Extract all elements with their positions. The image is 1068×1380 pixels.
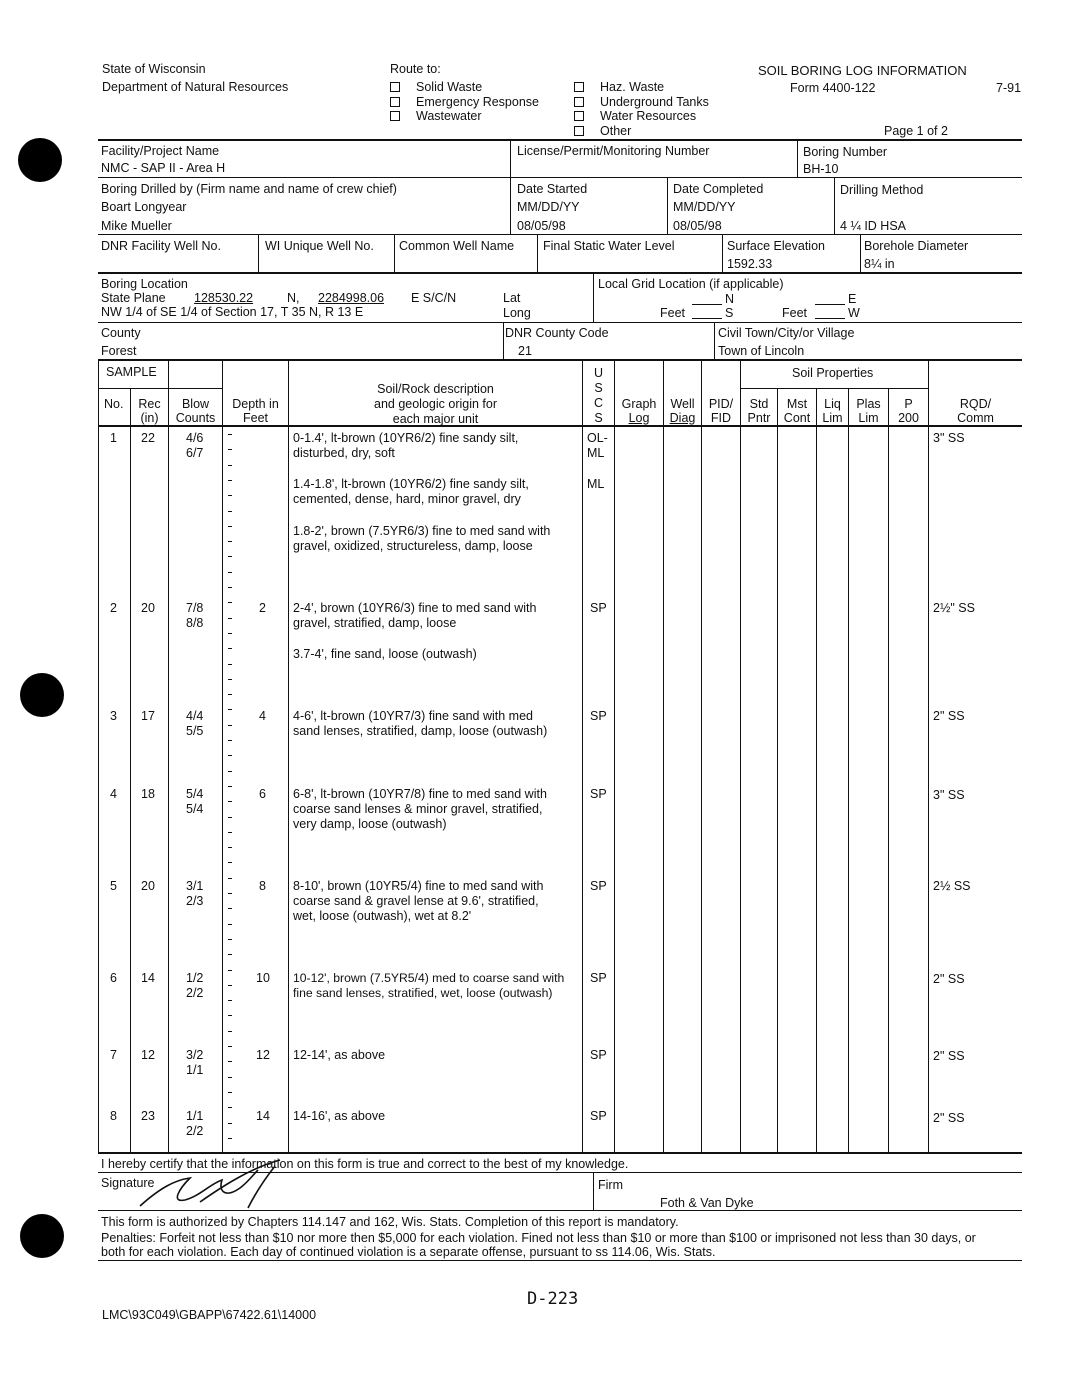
depth-tick	[228, 908, 232, 909]
sample-rec: 20	[141, 879, 155, 893]
sample-rec: 12	[141, 1048, 155, 1062]
license-label: License/Permit/Monitoring Number	[517, 144, 710, 158]
col-rec-header: Rec (in)	[138, 397, 161, 425]
facility-value: NMC - SAP II - Area H	[101, 161, 226, 175]
depth-tick	[228, 1077, 232, 1078]
sample-rqd: 2" SS	[933, 1049, 965, 1063]
description-block: 1.4-1.8', lt-brown (10YR6/2) fine sandy silt, cemented, dense, hard, minor gravel, dry	[293, 477, 529, 506]
state-plane-n: 128530.22	[194, 291, 254, 305]
sample-blow-1: 3/1	[186, 879, 204, 893]
uscs-code: SP	[590, 1048, 607, 1062]
grid-e: E	[848, 292, 857, 306]
checkbox-icon	[390, 82, 400, 92]
sample-blow-2: 2/3	[186, 894, 204, 908]
col-uscs-header: U S C S	[593, 366, 604, 425]
depth-tick	[228, 755, 232, 756]
depth-tick	[228, 1015, 232, 1016]
sample-blow-1: 4/6	[186, 431, 204, 445]
description-block: 3.7-4', fine sand, loose (outwash)	[293, 647, 477, 661]
form-title: SOIL BORING LOG INFORMATION	[758, 63, 967, 78]
esc-label: E S/C/N	[411, 291, 457, 305]
checkbox-icon	[574, 126, 584, 136]
depth-tick	[228, 878, 232, 879]
sample-rec: 23	[141, 1109, 155, 1123]
depth-tick	[228, 449, 232, 450]
sample-rqd: 2" SS	[933, 1111, 965, 1125]
description-block: 6-8', lt-brown (10YR7/8) fine to med sand with coarse sand lenses & minor gravel, stratified, very damp, loose (outwash)	[293, 787, 547, 831]
depth-tick	[228, 847, 232, 848]
sample-blow-2: 8/8	[186, 616, 204, 630]
col-depth-header: Depth in Feet	[232, 397, 279, 425]
col-well-header: Well Diag	[669, 397, 696, 425]
checkbox-icon	[574, 97, 584, 107]
description-block: 4-6', lt-brown (10YR7/3) fine sand with med sand lenses, stratified, damp, loose (outwash)	[293, 709, 548, 738]
col-rqd-header: RQD/ Comm	[957, 397, 994, 425]
handwritten-signature	[130, 1158, 300, 1218]
date-started-label: Date Started	[517, 182, 588, 196]
binder-hole-middle	[20, 673, 64, 717]
grid-n: N	[725, 292, 735, 306]
grid-s: S	[725, 306, 734, 320]
depth-tick	[228, 832, 232, 833]
depth-tick	[228, 465, 232, 466]
local-grid-label: Local Grid Location (if applicable)	[598, 277, 784, 291]
boring-number-label: Boring Number	[803, 145, 888, 159]
depth-tick	[228, 985, 232, 986]
agency-line-1: State of Wisconsin	[102, 62, 206, 76]
form-revision: 7-91	[996, 81, 1022, 95]
binder-hole-top	[18, 138, 62, 182]
col-mst-header: Mst Cont	[783, 397, 811, 425]
route-option[interactable]: Other	[574, 124, 631, 138]
depth-tick	[228, 786, 232, 787]
civil-town-label: Civil Town/City/or Village	[718, 326, 855, 340]
certification-statement: I hereby certify that the information on this form is true and correct to the best of my knowledge.	[101, 1157, 629, 1171]
depth-tick	[228, 1031, 232, 1032]
static-water-label: Final Static Water Level	[543, 239, 675, 253]
depth-tick	[228, 954, 232, 955]
description-block: 2-4', brown (10YR6/3) fine to med sand with gravel, stratified, damp, loose	[293, 601, 537, 630]
n-label: N,	[287, 291, 300, 305]
form-number: Form 4400-122	[790, 81, 876, 95]
grid-feet-1: Feet	[660, 306, 686, 320]
sample-no: 7	[110, 1048, 117, 1062]
boring-number-value: BH-10	[803, 162, 839, 176]
depth-tick	[228, 771, 232, 772]
binder-hole-bottom	[20, 1214, 64, 1258]
col-no-header: No.	[104, 397, 124, 411]
surface-elevation-label: Surface Elevation	[727, 239, 825, 253]
page-code: D-223	[527, 1289, 579, 1309]
firm-label: Firm	[598, 1178, 623, 1192]
date-completed-value: 08/05/98	[673, 219, 722, 233]
depth-tick	[228, 939, 232, 940]
route-option[interactable]: Haz. Waste	[574, 80, 664, 94]
sample-rec: 18	[141, 787, 155, 801]
uscs-code: SP	[590, 787, 607, 801]
depth-tick	[228, 648, 232, 649]
state-plane-e: 2284998.06	[318, 291, 385, 305]
uscs-code: SP	[590, 971, 607, 985]
depth-tick	[228, 1107, 232, 1108]
route-option[interactable]: Wastewater	[390, 109, 482, 123]
facility-label: Facility/Project Name	[101, 144, 220, 158]
col-pid-header: PID/ FID	[708, 397, 734, 425]
col-blow-header: Blow Counts	[175, 397, 216, 425]
penalties-line-1: Penalties: Forfeit not less than $10 nor more then $5,000 for each violation. Fined not less than $10 or more than $100 or imprisoned not less than 30 days, or	[101, 1231, 976, 1245]
checkbox-icon	[390, 97, 400, 107]
date-completed-format: MM/DD/YY	[673, 200, 736, 214]
checkbox-icon	[574, 111, 584, 121]
sample-blow-2: 5/5	[186, 724, 204, 738]
civil-town-value: Town of Lincoln	[718, 344, 805, 358]
checkbox-icon	[390, 111, 400, 121]
route-option[interactable]: Solid Waste	[390, 80, 482, 94]
col-description-header: Soil/Rock description and geologic origin for each major unit	[374, 382, 497, 426]
depth-tick	[228, 664, 232, 665]
sample-blow-2: 5/4	[186, 802, 204, 816]
sample-no: 2	[110, 601, 117, 615]
drilled-by-label: Boring Drilled by (Firm name and name of crew chief)	[101, 182, 397, 196]
drilling-method-label: Drilling Method	[840, 183, 924, 197]
col-p200-header: P 200	[898, 397, 919, 425]
depth-tick	[228, 556, 232, 557]
surface-elevation-value: 1592.33	[727, 257, 773, 271]
sample-rqd: 2" SS	[933, 972, 965, 986]
depth-tick	[228, 924, 232, 925]
sample-rqd: 3" SS	[933, 431, 965, 445]
description-block: 10-12', brown (7.5YR5/4) med to coarse sand with fine sand lenses, stratified, wet, loose (outwash)	[293, 971, 565, 1000]
county-value: Forest	[101, 344, 137, 358]
uscs-code: SP	[590, 879, 607, 893]
sample-rec: 17	[141, 709, 155, 723]
checkbox-icon	[574, 82, 584, 92]
drilled-by-firm: Boart Longyear	[101, 200, 187, 214]
county-label: County	[101, 326, 141, 340]
sample-rec: 22	[141, 431, 155, 445]
borehole-diameter-value: 8¼ in	[864, 257, 895, 271]
col-graph-header: Graph Log	[621, 397, 657, 425]
col-std-header: Std Pntr	[747, 397, 771, 425]
dnr-well-label: DNR Facility Well No.	[101, 239, 221, 253]
signature-label: Signature	[101, 1176, 155, 1190]
sample-no: 5	[110, 879, 117, 893]
depth-tick	[228, 618, 232, 619]
depth-tick	[228, 970, 232, 971]
depth-tick	[228, 862, 232, 863]
depth-tick	[228, 1092, 232, 1093]
agency-line-2: Department of Natural Resources	[102, 80, 289, 94]
soil-properties-header: Soil Properties	[792, 366, 874, 380]
sample-depth: 2	[259, 601, 266, 615]
quarter-section: NW 1/4 of SE 1/4 of Section 17, T 35 N, R 13 E	[101, 305, 364, 319]
col-plas-header: Plas Lim	[856, 397, 881, 425]
uscs-code: SP	[590, 709, 607, 723]
depth-tick	[228, 1046, 232, 1047]
dnr-county-value: 21	[518, 344, 532, 358]
description-block: 0-1.4', lt-brown (10YR6/2) fine sandy silt, disturbed, dry, soft	[293, 431, 519, 460]
boring-location-label: Boring Location	[101, 277, 188, 291]
date-started-format: MM/DD/YY	[517, 200, 580, 214]
common-well-label: Common Well Name	[399, 239, 515, 253]
date-started-value: 08/05/98	[517, 219, 566, 233]
sample-blow-2: 1/1	[186, 1063, 204, 1077]
uscs-code: OL- ML	[587, 431, 608, 460]
depth-tick	[228, 893, 232, 894]
uscs-code: SP	[590, 601, 607, 615]
col-liq-header: Liq Lim	[822, 397, 843, 425]
sample-no: 6	[110, 971, 117, 985]
lat-label: Lat	[503, 291, 521, 305]
borehole-diameter-label: Borehole Diameter	[864, 239, 969, 253]
description-block: 12-14', as above	[293, 1048, 386, 1062]
depth-tick	[228, 602, 232, 603]
depth-tick	[228, 709, 232, 710]
sample-depth: 10	[256, 971, 270, 985]
route-option[interactable]: Underground Tanks	[574, 95, 709, 109]
route-to-label: Route to:	[390, 62, 441, 76]
sample-header: SAMPLE	[106, 365, 157, 379]
sample-blow-1: 4/4	[186, 709, 204, 723]
sample-rqd: 2½" SS	[933, 601, 975, 615]
sample-no: 4	[110, 787, 117, 801]
depth-tick	[228, 526, 232, 527]
sample-blow-2: 2/2	[186, 986, 204, 1000]
depth-tick	[228, 1061, 232, 1062]
depth-tick	[228, 434, 232, 435]
uscs-code: SP	[590, 1109, 607, 1123]
description-block: 8-10', brown (10YR5/4) fine to med sand with coarse sand & gravel lense at 9.6', stratified, wet, loose (outwash), wet at 8.2'	[293, 879, 544, 923]
drilling-method-value: 4 ¼ ID HSA	[840, 219, 906, 233]
sample-no: 8	[110, 1109, 117, 1123]
firm-value: Foth & Van Dyke	[660, 1196, 754, 1210]
authorization-statement: This form is authorized by Chapters 114.147 and 162, Wis. Stats. Completion of this report is mandatory.	[101, 1215, 679, 1229]
sample-rqd: 2" SS	[933, 709, 965, 723]
sample-blow-1: 1/2	[186, 971, 204, 985]
sample-blow-1: 5/4	[186, 787, 204, 801]
depth-tick	[228, 1000, 232, 1001]
sample-blow-1: 3/2	[186, 1048, 204, 1062]
depth-tick	[228, 495, 232, 496]
sample-blow-2: 6/7	[186, 446, 204, 460]
description-block: 1.8-2', brown (7.5YR6/3) fine to med sand with gravel, oxidized, structureless, damp, loose	[293, 524, 551, 553]
depth-tick	[228, 679, 232, 680]
depth-tick	[228, 480, 232, 481]
depth-tick	[228, 694, 232, 695]
sample-rec: 14	[141, 971, 155, 985]
sample-blow-1: 1/1	[186, 1109, 204, 1123]
file-path: LMC\93C049\GBAPP\67422.61\14000	[102, 1308, 317, 1322]
depth-tick	[228, 511, 232, 512]
sample-no: 3	[110, 709, 117, 723]
sample-rqd: 2½ SS	[933, 879, 971, 893]
depth-tick	[228, 740, 232, 741]
date-completed-label: Date Completed	[673, 182, 764, 196]
page-number: Page 1 of 2	[884, 124, 948, 138]
route-option[interactable]: Water Resources	[574, 109, 696, 123]
drilled-by-chief: Mike Mueller	[101, 219, 172, 233]
long-label: Long	[503, 306, 531, 320]
penalties-line-2: both for each violation. Each day of continued violation is a separate offense, pursuant to ss 114.06, Wis. Stats.	[101, 1245, 716, 1259]
sample-depth: 6	[259, 787, 266, 801]
sample-depth: 12	[256, 1048, 270, 1062]
depth-tick	[228, 801, 232, 802]
sample-depth: 8	[259, 879, 266, 893]
wi-well-label: WI Unique Well No.	[265, 239, 374, 253]
description-block: 14-16', as above	[293, 1109, 386, 1123]
sample-depth: 4	[259, 709, 266, 723]
dnr-county-label: DNR County Code	[505, 326, 609, 340]
depth-tick	[228, 817, 232, 818]
sample-rec: 20	[141, 601, 155, 615]
grid-feet-2: Feet	[782, 306, 808, 320]
depth-tick	[228, 587, 232, 588]
sample-depth: 14	[256, 1109, 270, 1123]
depth-tick	[228, 633, 232, 634]
sample-blow-2: 2/2	[186, 1124, 204, 1138]
depth-tick	[228, 541, 232, 542]
uscs-code: ML	[587, 477, 605, 491]
sample-rqd: 3" SS	[933, 788, 965, 802]
sample-blow-1: 7/8	[186, 601, 204, 615]
grid-w: W	[848, 306, 860, 320]
depth-tick	[228, 725, 232, 726]
state-plane-label: State Plane	[101, 291, 166, 305]
depth-tick	[228, 572, 232, 573]
depth-tick	[228, 1123, 232, 1124]
sample-no: 1	[110, 431, 117, 445]
depth-tick	[228, 1138, 232, 1139]
route-option[interactable]: Emergency Response	[390, 95, 539, 109]
